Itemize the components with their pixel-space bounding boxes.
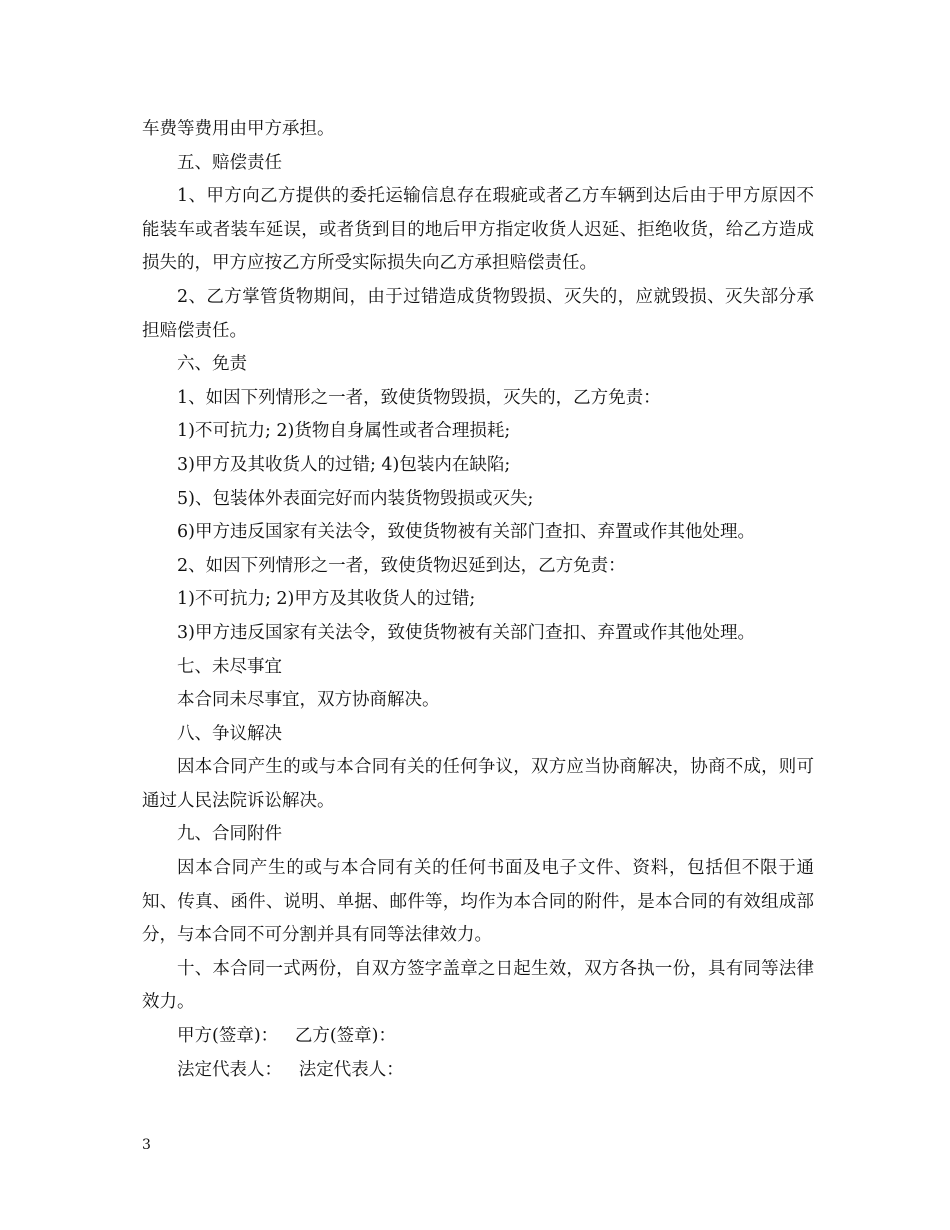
party-b-representative-label: 法定代表人： — [298, 1059, 404, 1080]
paragraph: 1、甲方向乙方提供的委托运输信息存在瑕疵或者乙方车辆到达后由于甲方原因不能装车或者装车延误，或者货到目的地后甲方指定收货人迟延、拒绝收货，给乙方造成损失的，甲方应按乙方所受实际损失向乙方承担赔偿责任。 — [142, 186, 814, 274]
list-item: 6)甲方违反国家有关法令，致使货物被有关部门查扣、弃置或作其他处理。 — [177, 522, 755, 543]
paragraph: 1、如因下列情形之一者，致使货物毁损，灭失的，乙方免责： — [177, 387, 661, 408]
paragraph: 因本合同产生的或与本合同有关的任何争议，双方应当协商解决，协商不成，则可通过人民法院诉讼解决。 — [142, 757, 814, 811]
list-item: 3)甲方及其收货人的过错; 4)包装内在缺陷; — [177, 454, 511, 475]
party-a-representative-label: 法定代表人： — [177, 1059, 282, 1080]
section-heading: 五、赔偿责任 — [177, 152, 282, 173]
section-heading: 八、争议解决 — [177, 723, 282, 744]
paragraph: 2、如因下列情形之一者，致使货物迟延到达，乙方免责： — [177, 555, 626, 576]
party-a-signature-label: 甲方(签章)： — [177, 1026, 279, 1047]
party-b-signature-label: 乙方(签章)： — [294, 1026, 397, 1047]
list-item: 1)不可抗力; 2)甲方及其收货人的过错; — [177, 589, 476, 610]
section-heading: 六、免责 — [177, 354, 247, 375]
section-heading: 七、未尽事宜 — [177, 656, 282, 677]
paragraph: 车费等费用由甲方承担。 — [142, 119, 335, 139]
paragraph: 本合同未尽事宜，双方协商解决。 — [177, 690, 440, 711]
list-item: 3)甲方违反国家有关法令，致使货物被有关部门查扣、弃置或作其他处理。 — [177, 622, 755, 643]
list-item: 5)、包装体外表面完好而内装货物毁损或灭失; — [177, 488, 534, 509]
paragraph: 因本合同产生的或与本合同有关的任何书面及电子文件、资料，包括但不限于通知、传真、函件、说明、单据、邮件等，均作为本合同的附件，是本合同的有效组成部分，与本合同不可分割并具有同等法律效力。 — [142, 858, 814, 946]
contract-body — [142, 113, 814, 1087]
paragraph: 2、乙方掌管货物期间，由于过错造成货物毁损、灭失的，应就毁损、灭失部分承担赔偿责任。 — [142, 286, 814, 341]
section-heading: 九、合同附件 — [177, 824, 282, 845]
signature-line-party-a-b — [142, 1020, 814, 1054]
list-item: 1)不可抗力; 2)货物自身属性或者合理损耗; — [177, 421, 511, 442]
paragraph: 十、本合同一式两份，自双方签字盖章之日起生效，双方各执一份，具有同等法律效力。 — [142, 958, 814, 1013]
signature-line-representatives — [142, 1054, 814, 1088]
page-number: 3 — [142, 1137, 151, 1153]
